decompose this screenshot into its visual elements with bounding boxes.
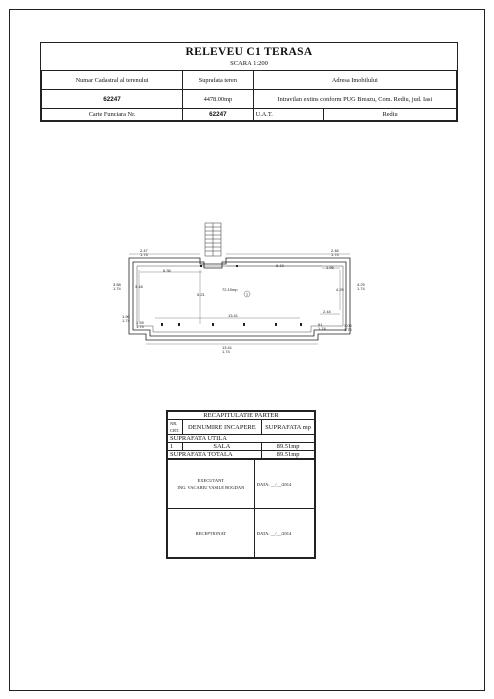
executant-label: EXECUTANT: [197, 478, 225, 483]
executant-date: DATA: __/__/2014: [254, 460, 314, 509]
dim-inner-top-left: 6.36: [163, 268, 171, 273]
section-utila: SUPRAFATA UTILA: [168, 435, 315, 443]
executant-cell: [168, 460, 255, 509]
uat-label: U.A.T.: [253, 109, 324, 121]
receptionat-date: DATA: __/__/2014: [254, 509, 314, 558]
dim-right: 4.29: [357, 282, 365, 287]
dim-bl-1-sub: 1.74: [122, 318, 130, 323]
cadastral-table: [41, 70, 457, 121]
receptionat-label: RECEPTIONAT: [168, 509, 255, 558]
page-title: RELEVEU C1 TERASA: [185, 46, 313, 58]
dim-br-2-sub: 1.74: [318, 326, 326, 331]
dim-bl-2: 1.59: [136, 320, 144, 325]
dim-inner-right-v: 4.29: [336, 287, 344, 292]
title-block: [40, 42, 458, 122]
dim-br-2: 61: [318, 322, 323, 327]
dim-br-1: 3.04: [344, 323, 352, 328]
executant-name: ING. VACARIU VASILE BOGDAN: [177, 485, 245, 490]
carte-funciara-value: 62247: [183, 109, 254, 121]
dim-inner-top-right: 1.95: [326, 265, 334, 270]
row-value: 89.51mp: [262, 443, 315, 451]
recap-title: RECAPITULATIE PARTER: [168, 412, 315, 420]
area-label: 72.10mp: [222, 287, 238, 292]
recap-table: [166, 410, 316, 559]
stairs-icon: [205, 223, 221, 256]
dim-top-right-sub: 1.74: [331, 252, 339, 257]
cadastral-value: 62247: [42, 90, 183, 109]
scale-label: SCARA 1:200: [230, 60, 268, 67]
adresa-value: Intravilan extins conform PUG Breazu, Com. Rediu, jud. Iasi: [253, 90, 456, 109]
dim-inner-bottom: 13.41: [228, 313, 239, 318]
floor-plan-drawing: [0, 215, 494, 355]
dim-bl-2-sub: 1.74: [136, 324, 144, 329]
dim-inner-left-v: 3.18: [135, 284, 143, 289]
dim-left-sub: 1.74: [113, 286, 121, 291]
suprafata-value: 4478.00mp: [183, 90, 254, 109]
dim-bottom-total: 13.41: [222, 345, 233, 350]
dim-bottom-total-sub: 1.74: [222, 349, 230, 354]
dim-bl-1: 1.90: [122, 314, 130, 319]
room-number: 1: [245, 291, 249, 297]
uat-value: Rediu: [324, 109, 457, 121]
carte-funciara-label: Carte Funciara Nr.: [42, 109, 183, 121]
col-denumire: DENUMIRE INCAPERE: [182, 420, 261, 435]
dim-inner-mid-v: 5.21: [197, 292, 205, 297]
dim-br-1-sub: 1.74: [344, 327, 352, 332]
cadastral-header: Numar Cadastral al terenului: [42, 71, 183, 90]
row-nr: 1: [168, 443, 183, 451]
dim-top-left-sub: 1.74: [140, 252, 148, 257]
dim-inner-bottom-right: 2.44: [323, 309, 331, 314]
suprafata-header: Suprafata teren: [183, 71, 254, 90]
col-suprafata: SUPRAFATA mp: [262, 420, 315, 435]
dim-left: 3.58: [113, 282, 121, 287]
dim-top-left: 2.47: [140, 248, 148, 253]
dim-right-sub: 1.74: [357, 286, 365, 291]
dim-inner-top-mid: 6.43: [276, 263, 284, 268]
adresa-header: Adresa Imobilului: [253, 71, 456, 90]
dim-top-right: 2.46: [331, 248, 339, 253]
total-value: 89.51mp: [262, 451, 315, 459]
row-name: SALA: [182, 443, 261, 451]
col-nr: NR. CRT.: [168, 420, 183, 435]
total-label: SUPRAFATA TOTALA: [168, 451, 262, 459]
